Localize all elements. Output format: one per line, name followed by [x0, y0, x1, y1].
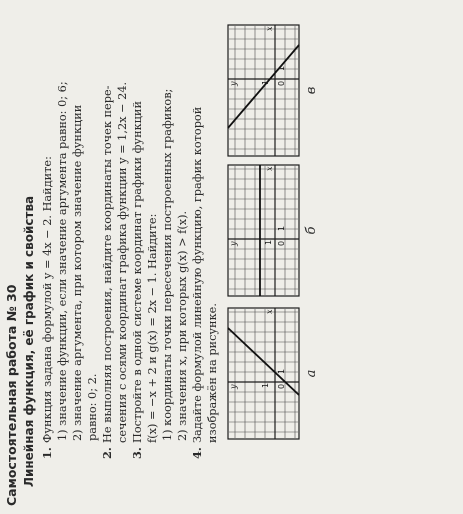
task-text: 2) значение аргумента, при котором значение функции [71, 104, 84, 441]
grid [229, 26, 298, 155]
task-number: 4. [190, 447, 204, 459]
task-2 [100, 7, 130, 459]
frame [228, 308, 299, 439]
x-axis-label: x [265, 309, 274, 314]
origin-label: 0 [277, 240, 286, 246]
task-number: 2. [100, 447, 114, 459]
graph-letter: а [304, 369, 319, 378]
task-text: изображён на рисунке. [206, 303, 219, 443]
function-line [228, 45, 299, 128]
task-text: Постройте в одной системе координат графики функций [131, 101, 144, 443]
tick-one-y: 1 [261, 79, 270, 85]
task-number: 1. [40, 447, 54, 459]
task-text: Функция задана формулой y = 4x − 2. Найдите: [41, 156, 54, 443]
graph-b-plot [226, 163, 301, 298]
x-axis-label: x [265, 26, 274, 31]
task-4 [190, 7, 220, 459]
task-text: Задайте формулой линейную функцию, график которой [191, 106, 204, 443]
task-text: сечения с осями координат графика функции y = 1,2x − 24. [116, 81, 129, 443]
origin-label: 0 [277, 80, 286, 86]
tick-one-x: 1 [277, 225, 286, 231]
task-number: 3. [130, 447, 144, 459]
graph-letter: б [304, 226, 319, 235]
graph-a-plot [226, 306, 301, 441]
task-text: равно: 0; 2. [86, 373, 99, 441]
graph-c-plot [226, 23, 301, 158]
task-list [40, 7, 320, 459]
graph-b [226, 163, 319, 298]
task-text: 2) значения x, при которых g(x) > f(x). [176, 210, 189, 441]
work-title: Самостоятельная работа № 30 [4, 284, 19, 506]
grid [229, 166, 298, 295]
task-text: Не выполняя построения, найдите координаты точек пере- [101, 85, 114, 443]
y-axis-label: y [229, 241, 238, 246]
task-text: 1) значение функции, если значение аргумента равно: 0; 6; [56, 81, 69, 441]
tick-one-y: 1 [261, 382, 270, 388]
tick-one-x: 1 [277, 368, 286, 374]
origin-label: 0 [277, 383, 286, 389]
tick-one-y: 1 [264, 239, 273, 245]
task-3 [130, 7, 190, 459]
y-axis-label: y [229, 384, 238, 389]
graph-c [226, 23, 319, 158]
frame [228, 25, 299, 156]
graph-letter: в [304, 86, 319, 95]
task-text: f(x) = −x + 2 и g(x) = 2x − 1. Найдите: [146, 213, 159, 443]
x-axis-label: x [265, 166, 274, 171]
task-1 [40, 7, 100, 459]
tick-one-x: 1 [277, 65, 286, 71]
y-axis-label: y [229, 81, 238, 86]
work-subtitle: Линейная функция, её график и свойства [22, 195, 36, 487]
frame [228, 165, 299, 296]
grid [229, 309, 298, 438]
graph-a [226, 306, 319, 441]
task-text: 1) координаты точки пересечения построенных графиков; [161, 88, 174, 441]
